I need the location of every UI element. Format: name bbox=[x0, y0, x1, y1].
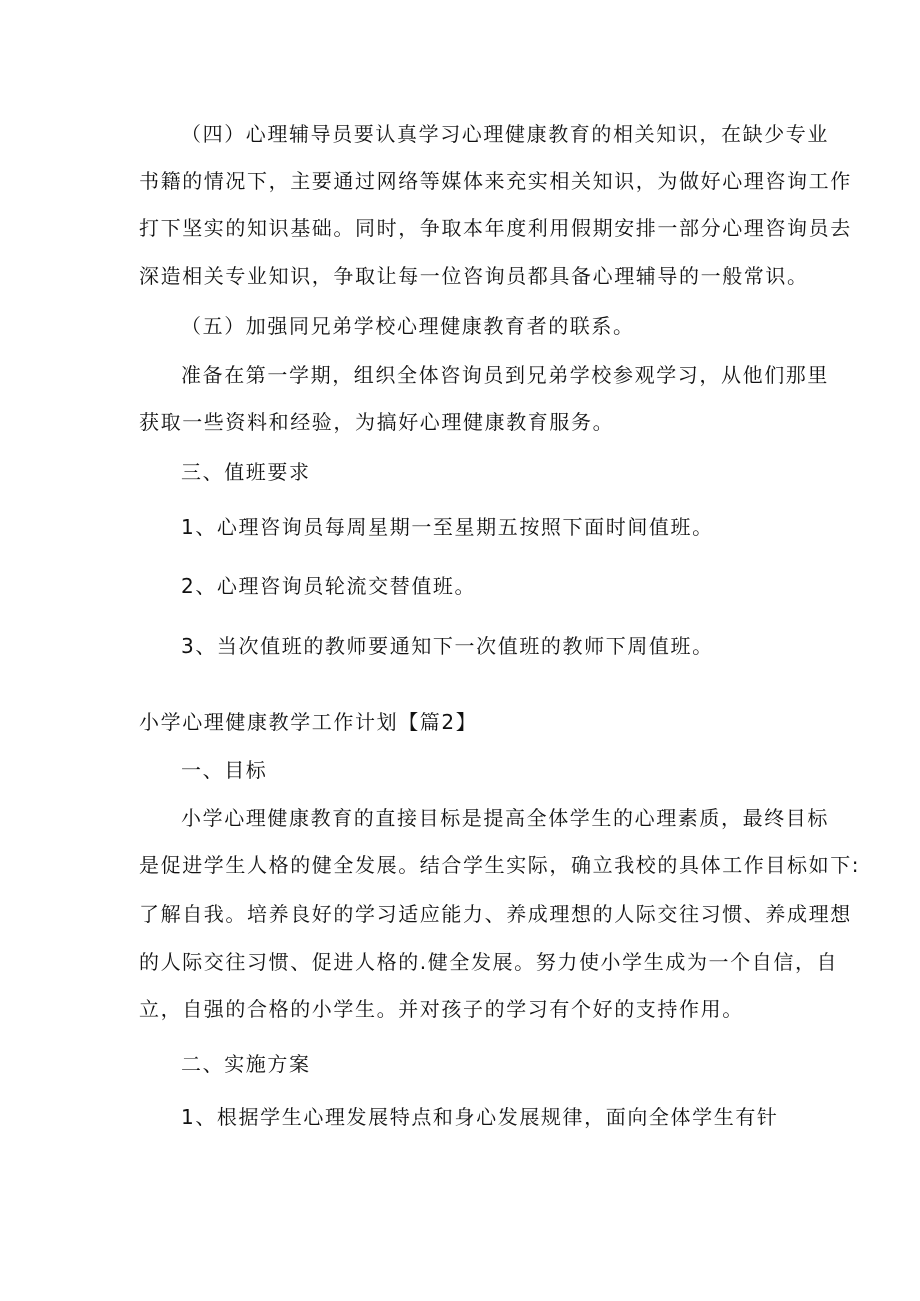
goal-line-5: 立，自强的合格的小学生。并对孩子的学习有个好的支持作用。 bbox=[139, 997, 744, 1021]
goal-line-3: 了解自我。培养良好的学习适应能力、养成理想的人际交往习惯、养成理想 bbox=[139, 902, 852, 926]
section-5-heading: （五）加强同兄弟学校心理健康教育者的联系。 bbox=[181, 314, 635, 338]
duty-item-3: 3、当次值班的教师要通知下一次值班的教师下周值班。 bbox=[181, 634, 714, 658]
duty-heading: 三、值班要求 bbox=[181, 460, 311, 484]
section-5-line-2: 获取一些资料和经验，为搞好心理健康教育服务。 bbox=[139, 410, 615, 434]
goal-line-4: 的人际交往习惯、促进人格的.健全发展。努力使小学生成为一个自信，自 bbox=[139, 950, 839, 974]
section-4-line-3: 打下坚实的知识基础。同时，争取本年度利用假期安排一部分心理咨询员去 bbox=[139, 216, 852, 240]
section-4-line-4: 深造相关专业知识，争取让每一位咨询员都具备心理辅导的一般常识。 bbox=[139, 264, 809, 288]
plan-heading: 二、实施方案 bbox=[181, 1052, 311, 1076]
goal-heading: 一、目标 bbox=[181, 758, 268, 782]
plan-item-1: 1、根据学生心理发展特点和身心发展规律，面向全体学生有针 bbox=[181, 1105, 779, 1129]
duty-item-2: 2、心理咨询员轮流交替值班。 bbox=[181, 574, 477, 598]
section-4-line-2: 书籍的情况下，主要通过网络等媒体来充实相关知识，为做好心理咨询工作 bbox=[139, 169, 852, 193]
article-2-title: 小学心理健康教学工作计划【篇2】 bbox=[139, 710, 478, 734]
goal-line-1: 小学心理健康教育的直接目标是提高全体学生的心理素质，最终目标 bbox=[181, 806, 829, 830]
section-4-line-1: （四）心理辅导员要认真学习心理健康教育的相关知识，在缺少专业 bbox=[181, 122, 829, 146]
section-5-line-1: 准备在第一学期，组织全体咨询员到兄弟学校参观学习，从他们那里 bbox=[181, 363, 829, 387]
duty-item-1: 1、心理咨询员每周星期一至星期五按照下面时间值班。 bbox=[181, 515, 714, 539]
goal-line-2: 是促进学生人格的健全发展。结合学生实际，确立我校的具体工作目标如下: bbox=[139, 853, 861, 877]
